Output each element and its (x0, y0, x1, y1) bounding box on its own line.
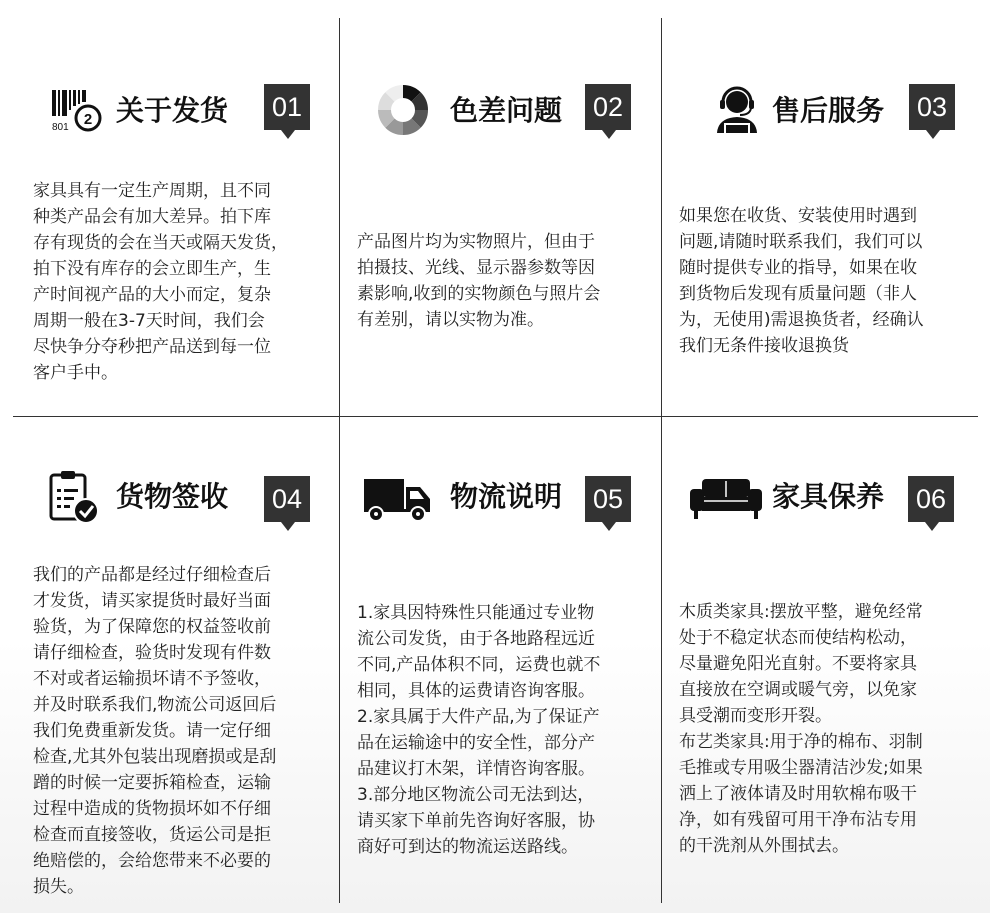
badge-number-05: 05 (585, 476, 631, 522)
badge-number-02: 02 (585, 84, 631, 130)
badge-number-06: 06 (908, 476, 954, 522)
card-title-color-difference: 色差问题 (450, 94, 563, 127)
barcode-shipping-icon (50, 88, 102, 132)
card-shipping (0, 0, 339, 416)
customer-service-icon (714, 86, 760, 134)
card-title-furniture-care: 家具保养 (772, 480, 885, 513)
card-title-goods-receipt: 货物签收 (116, 480, 229, 513)
card-body-logistics: 1.家具因特殊性只能通过专业物 流公司发货，由于各地路程远近 不同,产品体积不同，运费也就不 相同，具体的运费请咨询客服。 2.家具属于大件产品,为了保证产 品在运输途中的安全性，部分产 品建议打木架，详情咨询客服。 3.部分地区物流公司无法到达， 请买家下单前先咨询好客服，协 商好可到达的物流运送路线。 (357, 603, 601, 857)
color-wheel-icon (377, 84, 429, 136)
clipboard-check-icon (47, 469, 101, 525)
card-title-logistics: 物流说明 (450, 480, 563, 513)
shipping-icon-code: 801 (52, 122, 69, 132)
card-title-after-sales: 售后服务 (772, 94, 885, 127)
card-body-shipping: 家具具有一定生产周期，且不同 种类产品会有加大差异。拍下库 存有现货的会在当天或隔天发货， 拍下没有库存的会立即生产，生 产时间视产品的大小而定，复杂 周期一般在3-7天时间，我们会 尽快争分夺秒把产品送到每一位 客户手中。 (33, 181, 288, 383)
sofa-icon (688, 475, 764, 521)
card-body-furniture-care: 木质类家具:摆放平整，避免经常 处于不稳定状态而使结构松动， 尽量避免阳光直射。不要将家具 直接放在空调或暖气旁，以免家 具受潮而变形开裂。 布艺类家具:用于净的棉布、羽制 毛推或专用吸尘器清洁沙发;如果 洒上了液体请及时用软棉布吸干 净，如有残留可用干净布沾专用 的干洗剂从外围拭去。 (679, 602, 923, 856)
card-body-after-sales: 如果您在收货、安装使用时遇到 问题,请随时联系我们，我们可以 随时提供专业的指导，如果在收 到货物后发现有质量问题（非人 为，无使用)需退换货者，经确认 我们无条件接收退换货 (679, 206, 924, 356)
shipping-icon-number: 2 (83, 111, 93, 128)
card-title-shipping: 关于发货 (116, 94, 229, 127)
card-goods-receipt (0, 417, 339, 913)
badge-number-04: 04 (264, 476, 310, 522)
badge-number-01: 01 (264, 84, 310, 130)
delivery-truck-icon (362, 475, 434, 523)
card-body-color-difference: 产品图片均为实物照片，但由于 拍摄技、光线、显示器参数等因 素影响,收到的实物颜色与照片会 有差别，请以实物为准。 (357, 232, 601, 330)
card-logistics (340, 417, 661, 913)
card-after-sales (662, 0, 990, 416)
badge-number-03: 03 (909, 84, 955, 130)
card-furniture-care (662, 417, 990, 913)
card-body-goods-receipt: 我们的产品都是经过仔细检查后 才发货，请买家提货时最好当面 验货，为了保障您的权益签收前 请仔细检查，验货时发现有件数 不对或者运输损坏请不予签收， 并及时联系我们,物流公司返回后 我们免费重新发货。请一定仔细 检查,尤其外包装出现磨损或是刮 蹭的时候一定要拆箱检查，运输 过程中造成的货物损坏如不仔细 检查而直接签收，货运公司是拒 绝赔偿的，会给您带来不必要的 损失。 (33, 565, 277, 897)
card-color-difference (340, 0, 661, 416)
